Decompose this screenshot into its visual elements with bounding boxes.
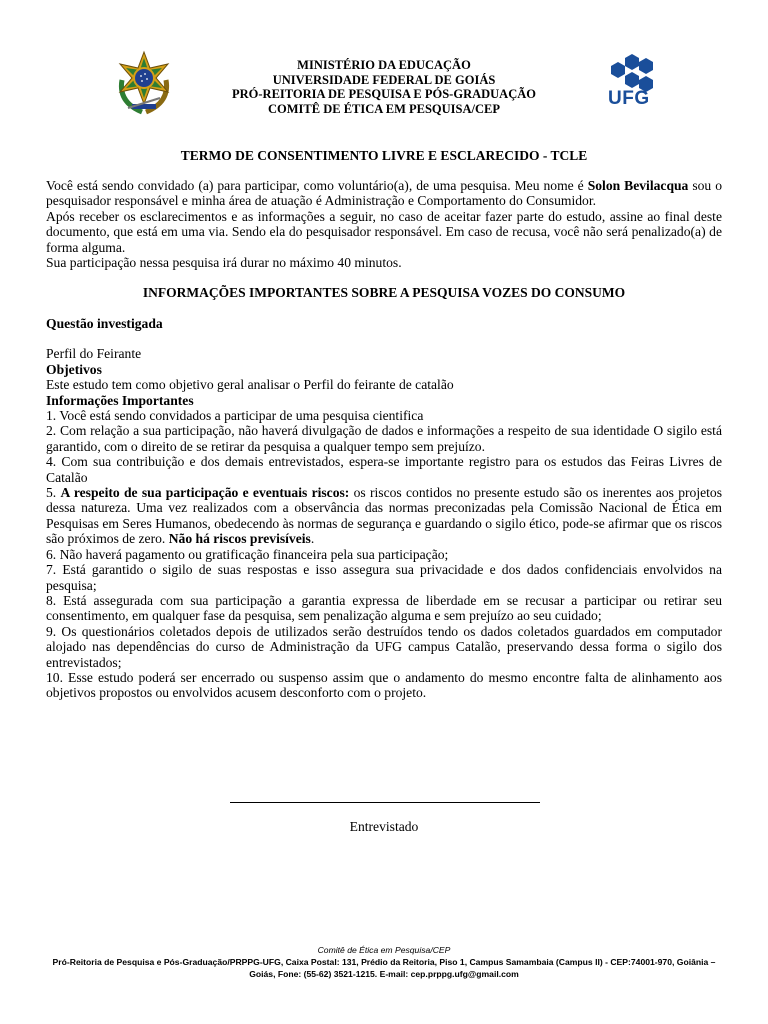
list-item: 10. Esse estudo poderá ser encerrado ou suspenso assim que o andamento do mesmo encontre falta de alinhamento aos objetivos propostos ou envolvidos acusem desconforto com o projeto.: [46, 669, 722, 701]
page-footer: [40, 944, 728, 980]
objetivos-heading-text: Objetivos: [46, 361, 102, 377]
questao-heading-text: Questão investigada: [46, 316, 163, 331]
letterhead: [0, 48, 768, 128]
blank-line: [46, 331, 722, 346]
list-item: 8. Está assegurada com sua participação a garantia expressa de liberdade em se recusar a participar ou retirar seu consentimento, em qualquer fase da pesquisa, sem penalização alguma e sem prejuízo ao seu cuidado;: [46, 592, 722, 624]
footer-title: Comitê de Ética em Pesquisa/CEP: [317, 945, 451, 955]
intro-section: [46, 178, 722, 270]
risks-period: .: [310, 531, 315, 547]
document-title: TERMO DE CONSENTIMENTO LIVRE E ESCLARECIDO - TCLE: [180, 148, 588, 163]
list-item: 4. Com sua contribuição e dos demais entrevistados, espera-se importante registro para os estudos das Feiras Livres de Catalão: [46, 454, 722, 485]
footer-address-line-2: Goiás, Fone: (55-62) 3521-1215. E-mail: cep.prppg.ufg@gmail.com: [249, 969, 519, 979]
list-item: 7. Está garantido o sigilo de suas respostas e isso assegura sua privacidade e dos dados confidenciais envolvidos na pesquisa;: [46, 562, 722, 593]
intro-paragraph-1: [46, 178, 722, 209]
pro-rectory-line: PRÓ-REITORIA DE PESQUISA E PÓS-GRADUAÇÃO: [232, 87, 536, 101]
list-item: 9. Os questionários coletados depois de utilizados serão destruídos tendo os dados coletados guardados em computador alojado nas dependências do curso de Administração da UFG campus Catalão, preservando dessa forma o sigilo dos entrevistados;: [46, 623, 722, 670]
ministry-line: MINISTÉRIO DA EDUCAÇÃO: [297, 58, 471, 72]
questao-text: Perfil do Feirante: [46, 346, 142, 362]
risks-text: os riscos contidos no presente estudo são os inerentes aos projetos dessa natureza. Uma vez realizados com a observância das normas preconizadas pela Comissão Nacional de Ética em Pesquisas em Seres Humanos, obedecendo às normas de segurança e guardando o sigilo ético, pode-se afirmar que os riscos são próximos de zero.: [46, 485, 722, 547]
item-number: 5.: [46, 485, 61, 501]
research-info-section: [46, 316, 722, 701]
university-line: UNIVERSIDADE FEDERAL DE GOIÁS: [272, 72, 496, 87]
committee-line: COMITÊ DE ÉTICA EM PESQUISA/CEP: [268, 101, 500, 116]
questao-heading: [46, 316, 722, 331]
objetivos-heading: [46, 362, 722, 377]
researcher-name: Solon Bevilacqua: [587, 178, 689, 193]
footer-address-line-1: Pró-Reitoria de Pesquisa e Pós-Graduação/PRPPG-UFG, Caixa Postal: 131, Prédio da Reitoria, Piso 1, Campus Samambaia (Campus II) - CEP:74001-970, Goiânia –: [52, 957, 716, 967]
info-section-title: INFORMAÇÕES IMPORTANTES SOBRE A PESQUISA VOZES DO CONSUMO: [142, 285, 626, 300]
ufg-logo-text: UFG: [608, 88, 650, 109]
list-item: 1. Você está sendo convidados a participar de uma pesquisa cientifica: [46, 408, 424, 424]
risks-heading: A respeito de sua participação e eventuais riscos:: [60, 485, 350, 501]
intro-paragraph-3: Sua participação nessa pesquisa irá durar no máximo 40 minutos.: [46, 255, 402, 271]
info-heading: [46, 393, 722, 408]
intro-text-start: Você está sendo convidado (a) para participar, como voluntário(a), de uma pesquisa. Meu nome é: [46, 178, 588, 193]
info-heading-text: Informações Importantes: [46, 392, 194, 408]
signature-label: Entrevistado: [349, 819, 419, 834]
list-item: 2. Com relação a sua participação, não haverá divulgação de dados e informações a respeito de sua identidade O sigilo está garantido, com o direito de se retirar da pesquisa a qualquer tempo sem prejuízo.: [46, 423, 722, 454]
list-item: 6. Não haverá pagamento ou gratificação financeira pela sua participação;: [46, 546, 449, 562]
no-risks-statement: Não há riscos previsíveis: [168, 531, 311, 547]
signature-line: [230, 802, 540, 803]
intro-paragraph-2: Após receber os esclarecimentos e as informações a seguir, no caso de aceitar fazer parte do estudo, assine ao final deste documento, que está em uma via. Sendo ela do pesquisador responsável. Em caso de recusa, você não será penalizado(a) de forma alguma.: [46, 208, 722, 255]
intro-text-end: sou o pesquisador responsável e minha área de atuação é Administração e Comportamento do Consumidor.: [46, 178, 723, 209]
objetivos-text: Este estudo tem como objetivo geral analisar o Perfil do feirante de catalão: [46, 377, 454, 393]
list-item-risks: [46, 485, 722, 547]
